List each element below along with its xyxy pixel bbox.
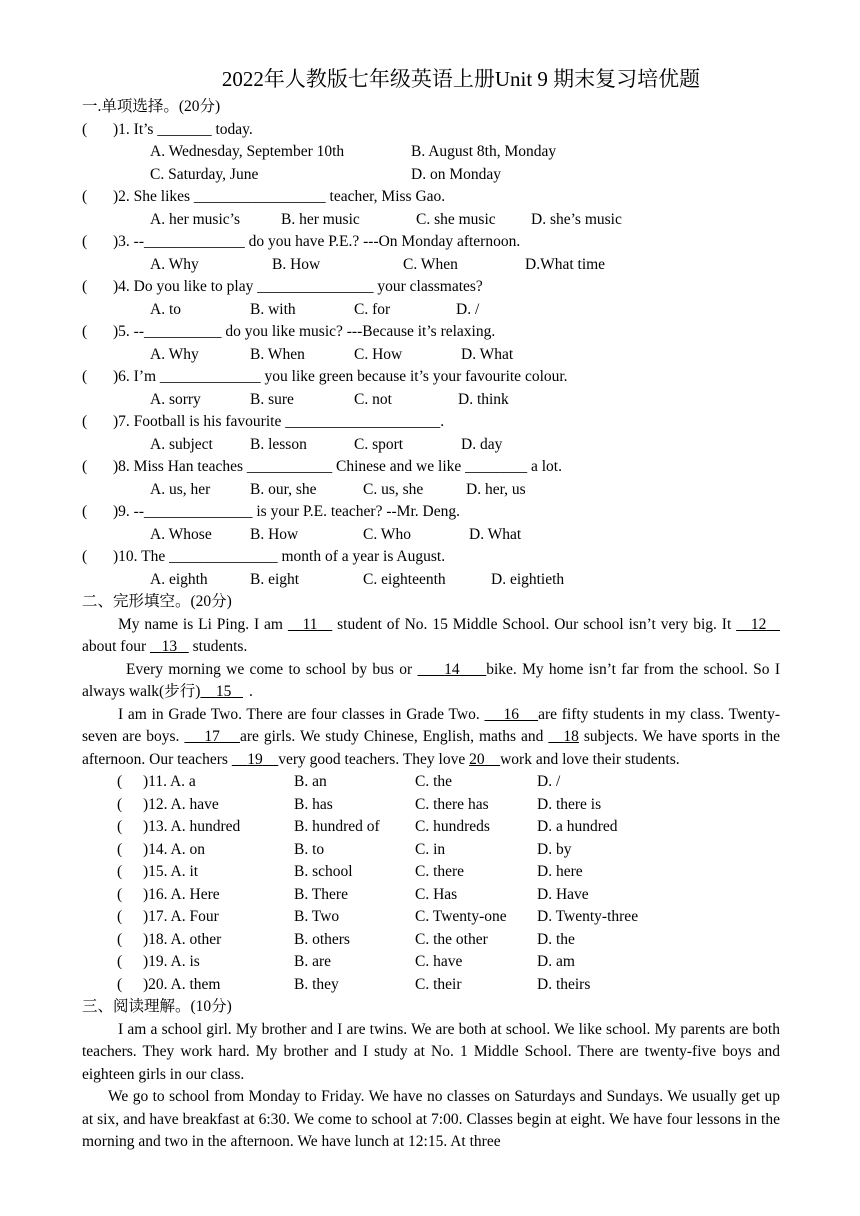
- answer-bracket[interactable]: (: [82, 323, 88, 340]
- cloze-option: B. There: [294, 885, 348, 903]
- page-title: 2022年人教版七年级英语上册Unit 9 期末复习培优题: [221, 67, 701, 91]
- answer-bracket[interactable]: (: [117, 885, 123, 903]
- answer-bracket[interactable]: (: [117, 840, 123, 858]
- question-8: [82, 456, 780, 479]
- question-10: [82, 546, 780, 569]
- answer-bracket[interactable]: (: [117, 795, 123, 813]
- cloze-options-list: [82, 771, 780, 996]
- cloze-option-a: )13. A. hundred: [143, 818, 241, 835]
- cloze-option: C. the other: [415, 930, 488, 948]
- option: B. with: [250, 300, 296, 318]
- cloze-option: C. in: [415, 840, 446, 858]
- options-row: [82, 569, 780, 592]
- option: B. August 8th, Monday: [411, 143, 557, 160]
- cloze-blank: 20: [469, 750, 485, 768]
- cloze-question-18: [82, 929, 780, 952]
- cloze-option-a: )15. A. it: [143, 863, 199, 880]
- cloze-option: D. Twenty-three: [537, 908, 639, 925]
- option: D. /: [456, 300, 480, 318]
- option: B. How: [272, 255, 321, 273]
- question-stem: )7. Football is his favourite ____________________.: [113, 413, 445, 430]
- option: C. us, she: [363, 480, 424, 498]
- options-row: [82, 209, 780, 232]
- cloze-option: C. have: [415, 953, 463, 970]
- question-stem: )2. She likes _________________ teacher, Miss Gao.: [113, 188, 446, 205]
- option: D. day: [461, 435, 503, 453]
- cloze-option: C. Twenty-one: [415, 908, 507, 925]
- cloze-option: C. the: [415, 773, 453, 790]
- option: A. eighth: [150, 570, 208, 588]
- option: C. sport: [354, 435, 404, 453]
- cloze-option-a: )20. A. them: [143, 975, 221, 993]
- cloze-option: B. an: [294, 773, 327, 790]
- option: C. Who: [363, 525, 411, 543]
- option: A. Why: [150, 345, 199, 363]
- cloze-question-20: [82, 974, 780, 997]
- answer-bracket[interactable]: (: [117, 953, 123, 970]
- cloze-question-12: [82, 794, 780, 817]
- option: C. eighteenth: [363, 570, 446, 588]
- cloze-option: B. has: [294, 795, 333, 813]
- option: A. to: [150, 300, 181, 318]
- reading-paragraph-2: We go to school from Monday to Friday. We have no classes on Saturdays and Sundays. We usually get up at six, and have breakfast at 6:30. We come to school at 7:00. Classes begin at eight. We have four lessons in the morning and two in the afternoon. We have lunch at 12:15. At three: [82, 1088, 780, 1150]
- cloze-text: very good teachers. They love: [278, 750, 470, 768]
- cloze-blank: 17: [204, 728, 220, 745]
- answer-bracket[interactable]: (: [82, 503, 88, 520]
- cloze-blank: 16: [503, 705, 520, 723]
- cloze-text: .: [249, 683, 253, 700]
- options-row: [82, 389, 780, 412]
- multiple-choice-list: [82, 119, 780, 592]
- options-row: [82, 344, 780, 367]
- cloze-blank: 13: [161, 638, 178, 655]
- cloze-option: B. they: [294, 975, 339, 993]
- section-heading-cloze: 二、完形填空。(20分): [82, 593, 232, 610]
- answer-bracket[interactable]: (: [117, 818, 123, 835]
- answer-bracket[interactable]: (: [82, 233, 88, 250]
- cloze-text: work and love their students.: [500, 750, 680, 768]
- option: A. us, her: [150, 480, 211, 498]
- option: B. When: [250, 345, 305, 363]
- cloze-option-a: )14. A. on: [143, 840, 205, 858]
- option: D. What: [461, 345, 514, 363]
- option: A. her music’s: [150, 210, 240, 228]
- cloze-question-15: [82, 861, 780, 884]
- option: B. lesson: [250, 435, 307, 453]
- cloze-blank: 12: [750, 615, 767, 633]
- options-row: [82, 164, 780, 187]
- exam-page: [82, 64, 780, 1154]
- cloze-text: I am in Grade Two. There are four classes in Grade Two.: [118, 705, 485, 723]
- option: C. for: [354, 300, 391, 318]
- answer-bracket[interactable]: (: [82, 278, 88, 295]
- cloze-text: student of No. 15 Middle School. Our school isn’t very big. It: [332, 615, 737, 633]
- cloze-option: D. by: [537, 840, 572, 858]
- cloze-option: C. hundreds: [415, 818, 490, 835]
- option: C. When: [403, 255, 458, 273]
- option: D. think: [458, 390, 509, 408]
- cloze-option: B. to: [294, 840, 325, 858]
- option: C. Saturday, June: [150, 165, 259, 183]
- cloze-option: B. are: [294, 953, 332, 970]
- option: A. sorry: [150, 390, 201, 408]
- option: B. eight: [250, 570, 300, 588]
- cloze-blank: 19: [247, 750, 263, 768]
- question-stem: )8. Miss Han teaches ___________ Chinese and we like ________ a lot.: [113, 458, 562, 475]
- answer-bracket[interactable]: (: [117, 908, 123, 925]
- option: B. our, she: [250, 480, 317, 498]
- cloze-option-a: )19. A. is: [143, 953, 200, 970]
- cloze-option: D. Have: [537, 885, 589, 903]
- option: D. on Monday: [411, 165, 501, 183]
- cloze-blank: 14: [444, 660, 460, 678]
- question-stem: )3. --_____________ do you have P.E.? ---On Monday afternoon.: [113, 233, 521, 250]
- answer-bracket[interactable]: (: [117, 863, 123, 880]
- cloze-question-13: [82, 816, 780, 839]
- cloze-option: D. theirs: [537, 975, 591, 993]
- answer-bracket[interactable]: (: [82, 188, 88, 205]
- question-7: [82, 411, 780, 434]
- cloze-question-16: [82, 884, 780, 907]
- option: D. her, us: [466, 480, 526, 498]
- answer-bracket[interactable]: (: [82, 548, 88, 565]
- cloze-text: My name is Li Ping. I am: [118, 615, 288, 633]
- option: A. Wednesday, September 10th: [150, 143, 345, 160]
- cloze-text: are girls. We study Chinese, English, maths and: [239, 728, 549, 745]
- options-row: [82, 254, 780, 277]
- cloze-option: D. there is: [537, 795, 602, 813]
- cloze-option: D. the: [537, 930, 575, 948]
- option: D. she’s music: [531, 210, 622, 228]
- option: D. eightieth: [491, 570, 565, 588]
- cloze-option-a: )11. A. a: [143, 773, 196, 790]
- question-stem: )5. --__________ do you like music? ---Because it’s relaxing.: [113, 323, 496, 340]
- question-stem: )9. --______________ is your P.E. teacher? --Mr. Deng.: [113, 503, 460, 520]
- cloze-option: D. a hundred: [537, 818, 618, 835]
- question-3: [82, 231, 780, 254]
- cloze-option: C. there has: [415, 795, 489, 813]
- section-heading-multiple-choice: 一.单项选择。(20分): [82, 98, 221, 115]
- question-6: [82, 366, 780, 389]
- cloze-text: subjects. We have sports in the afternoon. Our teachers: [82, 728, 781, 768]
- cloze-option: C. there: [415, 863, 465, 880]
- options-row: [82, 299, 780, 322]
- options-row: [82, 479, 780, 502]
- cloze-option-a: )16. A. Here: [143, 885, 220, 903]
- cloze-blank: 18: [563, 728, 579, 745]
- question-9: [82, 501, 780, 524]
- cloze-question-17: [82, 906, 780, 929]
- cloze-option: B. Two: [294, 908, 340, 925]
- option: A. subject: [150, 435, 213, 453]
- cloze-question-19: [82, 951, 780, 974]
- cloze-blank: 11: [302, 615, 318, 633]
- cloze-option: D. /: [537, 773, 561, 790]
- question-stem: )1. It’s _______ today.: [113, 120, 253, 138]
- option: D.What time: [525, 255, 606, 273]
- answer-bracket[interactable]: (: [117, 773, 123, 790]
- cloze-question-11: [82, 771, 780, 794]
- question-2: [82, 186, 780, 209]
- option: B. her music: [281, 210, 360, 228]
- question-stem: )10. The ______________ month of a year is August.: [113, 548, 446, 565]
- reading-paragraph-1: I am a school girl. My brother and I are twins. We are both at school. We like school. My parents are both teachers. They work hard. My brother and I study at No. 1 Middle School. There are twenty-five boys and eighteen girls in our class.: [82, 1020, 780, 1083]
- question-1: [82, 119, 780, 142]
- cloze-question-14: [82, 839, 780, 862]
- question-5: [82, 321, 780, 344]
- cloze-paragraph-3: [82, 704, 780, 772]
- answer-bracket[interactable]: (: [82, 120, 88, 138]
- question-stem: )6. I’m _____________ you like green because it’s your favourite colour.: [113, 368, 568, 385]
- answer-bracket[interactable]: (: [82, 458, 88, 475]
- option: B. How: [250, 525, 299, 543]
- cloze-option: B. hundred of: [294, 818, 380, 835]
- cloze-blank: 15: [215, 683, 232, 700]
- cloze-option-a: )18. A. other: [143, 930, 222, 948]
- options-row: [82, 141, 780, 164]
- cloze-text: about four: [82, 638, 151, 655]
- cloze-paragraph-2: [82, 659, 780, 704]
- cloze-option: D. here: [537, 863, 583, 880]
- cloze-text: are fifty students in my class. Twenty-seven are boys.: [82, 705, 781, 745]
- question-4: [82, 276, 780, 299]
- cloze-option: C. Has: [415, 885, 458, 903]
- cloze-text: Every morning we come to school by bus or: [126, 660, 418, 678]
- options-row: [82, 434, 780, 457]
- option: C. she music: [416, 210, 496, 228]
- cloze-option-a: )12. A. have: [143, 795, 219, 813]
- option: C. How: [354, 345, 403, 363]
- options-row: [82, 524, 780, 547]
- cloze-option: B. others: [294, 930, 350, 948]
- option: D. What: [469, 525, 522, 543]
- section-heading-reading: 三、阅读理解。(10分): [82, 998, 232, 1015]
- cloze-text: bike. My home isn’t far from the school. So I always walk(步行): [82, 660, 781, 700]
- option: B. sure: [250, 390, 294, 408]
- cloze-option: D. am: [537, 953, 575, 970]
- cloze-option-a: )17. A. Four: [143, 908, 219, 925]
- cloze-option: C. their: [415, 975, 462, 993]
- answer-bracket[interactable]: (: [82, 368, 88, 385]
- option: A. Whose: [150, 525, 212, 543]
- answer-bracket[interactable]: (: [117, 930, 123, 948]
- cloze-text: students.: [188, 638, 248, 655]
- answer-bracket[interactable]: (: [82, 413, 88, 430]
- answer-bracket[interactable]: (: [117, 975, 123, 993]
- option: A. Why: [150, 255, 199, 273]
- question-stem: )4. Do you like to play _______________ your classmates?: [113, 278, 483, 295]
- cloze-paragraph-1: [82, 614, 780, 659]
- option: C. not: [354, 390, 392, 408]
- cloze-option: B. school: [294, 863, 353, 880]
